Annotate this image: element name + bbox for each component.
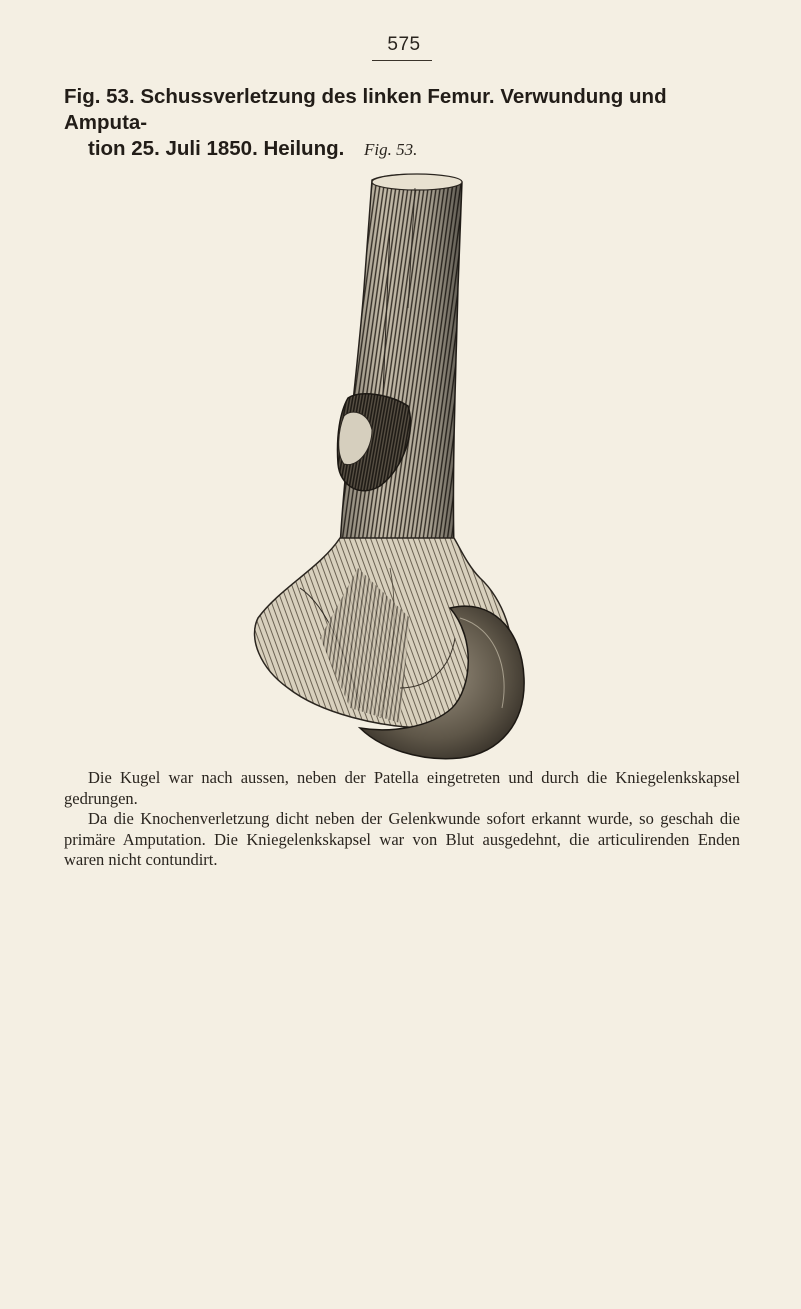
page-number-rule [372, 60, 432, 61]
bone-shaft [340, 174, 462, 548]
caption-line-2: tion 25. Juli 1850. Heilung. [88, 137, 345, 160]
page-number: 575 [387, 34, 421, 55]
body-text [64, 768, 740, 871]
figure-label: Fig. 53. [364, 140, 418, 159]
caption-line-1: Fig. 53. Schussverletzung des linken Femur. Verwundung und Amputa- [64, 85, 667, 134]
paragraph-1: Die Kugel war nach aussen, neben der Patella eingetreten und durch die Kniegelenkskapsel gedrungen. [64, 768, 740, 808]
femur-illustration [240, 168, 540, 768]
paragraph-2: Da die Knochenverletzung dicht neben der Gelenkwunde sofort erkannt wurde, so geschah die primäre Amputation. Die Kniegelenkskapsel war von Blut ausgedehnt, die articulirenden Enden waren nicht contundirt. [64, 809, 740, 869]
